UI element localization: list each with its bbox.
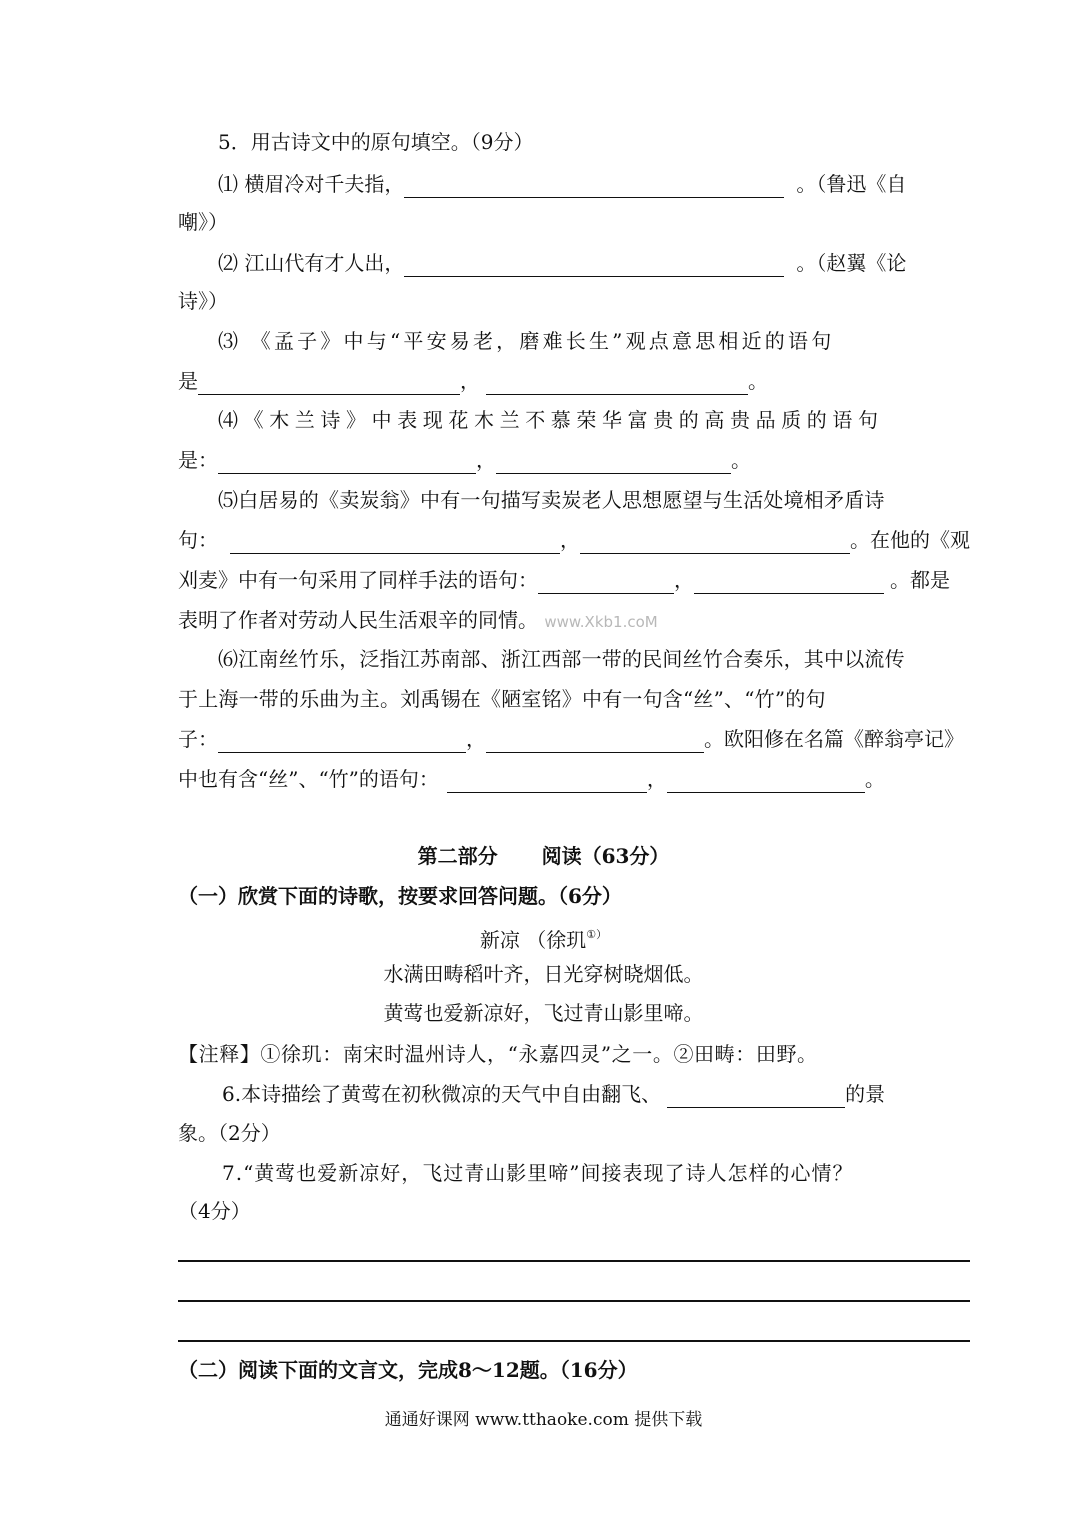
q7-score: （4分） [178, 1199, 251, 1223]
q5-item2: ⑵ 江山代有才人出， 。（赵翼《论 [218, 251, 907, 275]
poem-annotation: 【注释】①徐玑：南宋时温州诗人，“永嘉四灵”之一。②田畴：田野。 [178, 1042, 818, 1066]
q5-item1-source: 嘲》） [178, 210, 228, 234]
q5-item4-answer: 是： ， 。 [178, 448, 751, 472]
q5-item4: ⑷《木兰诗》中表现花木兰不慕荣华富贵的高贵品质的语句 [218, 408, 884, 432]
q5-item3-answer: 是 ， 。 [178, 369, 768, 393]
answer-blank[interactable] [580, 531, 850, 554]
q5-item1: ⑴ 横眉冷对千夫指， 。（鲁迅《自 [218, 172, 907, 196]
poem-line-1: 水满田畴稻叶齐，日光穿树晓烟低。 [383, 962, 704, 986]
q5-item6-second: 中也有含“丝”、“竹”的语句： ， 。 [178, 767, 885, 791]
answer-blank[interactable] [198, 372, 460, 395]
q6: 6.本诗描绘了黄莺在初秋微凉的天气中自由翻飞、 的景 [222, 1082, 886, 1106]
q5-item5: ⑸白居易的《卖炭翁》中有一句描写卖炭老人思想愿望与生活处境相矛盾诗 [218, 488, 885, 512]
answer-blank[interactable] [496, 451, 731, 474]
q5-item5-conclusion: 表明了作者对劳动人民生活艰辛的同情。 www.Xkb1.coM [178, 608, 658, 632]
q5-item6-answer: 子： ， 。欧阳修在名篇《醉翁亭记》 [178, 727, 964, 751]
part2-heading: 第二部分 阅读（63分） [417, 844, 670, 868]
page-footer: 通通好课网 www.tthaoke.com 提供下载 [384, 1410, 703, 1430]
answer-blank[interactable] [404, 254, 784, 277]
answer-blank[interactable] [486, 372, 748, 395]
answer-blank[interactable] [694, 571, 884, 594]
answer-blank[interactable] [667, 770, 865, 793]
section1-heading: （一）欣赏下面的诗歌，按要求回答问题。（6分） [178, 884, 622, 908]
answer-blank[interactable] [218, 451, 476, 474]
section2-heading: （二）阅读下面的文言文，完成8～12题。（16分） [178, 1358, 638, 1382]
answer-blank[interactable] [218, 730, 466, 753]
q5-item6: ⑹江南丝竹乐，泛指江苏南部、浙江西部一带的民间丝竹合奏乐，其中以流传 [218, 647, 905, 671]
answer-blank[interactable] [447, 770, 647, 793]
poem-line-2: 黄莺也爱新凉好，飞过青山影里啼。 [383, 1001, 704, 1025]
q6-score: 象。（2分） [178, 1121, 281, 1145]
watermark: www.Xkb1.coM [544, 613, 658, 631]
q5-item6-cont: 于上海一带的乐曲为主。刘禹锡在《陋室铭》中有一句含“丝”、“竹”的句 [178, 687, 826, 711]
answer-line[interactable] [178, 1300, 970, 1302]
answer-blank[interactable] [667, 1085, 845, 1108]
q5-item5-answer: 句： ， 。在他的《观 [178, 528, 970, 552]
poem-title: 新凉 （徐玑①） [479, 928, 608, 952]
answer-line[interactable] [178, 1340, 970, 1342]
answer-blank[interactable] [486, 730, 704, 753]
q5-title: 5．用古诗文中的原句填空。（9分） [218, 130, 534, 154]
answer-blank[interactable] [230, 531, 560, 554]
answer-blank[interactable] [404, 175, 784, 198]
q5-item5-second: 刈麦》中有一句采用了同样手法的语句： ， 。都是 [178, 568, 950, 592]
q5-item3: ⑶ 《孟子》中与“平安易老，磨难长生”观点意思相近的语句 [218, 329, 835, 353]
answer-blank[interactable] [538, 571, 674, 594]
q5-item2-source: 诗》） [178, 289, 228, 313]
answer-line[interactable] [178, 1260, 970, 1262]
q7: 7.“黄莺也爱新凉好，飞过青山影里啼”间接表现了诗人怎样的心情？ [222, 1161, 854, 1185]
